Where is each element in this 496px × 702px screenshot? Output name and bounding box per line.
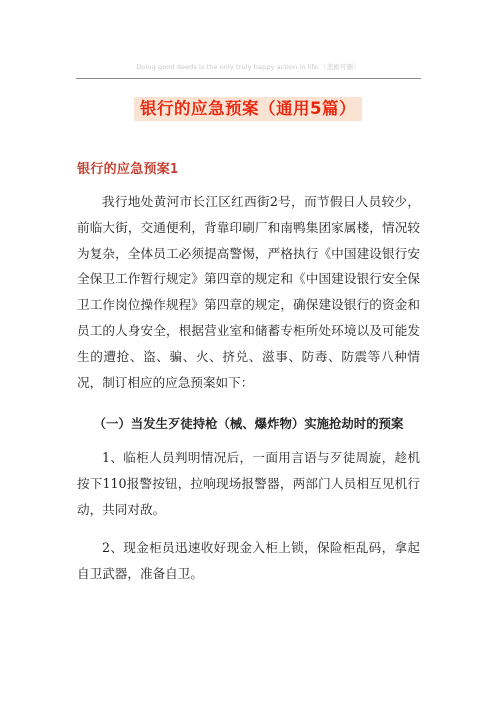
- section-heading: 银行的应急预案1: [77, 162, 179, 177]
- header-motto: Doing good deeds is the only truly happy action in life.（悲剧可删）: [136, 63, 360, 71]
- header-divider: [76, 78, 421, 79]
- intro-paragraph: 我行地处黄河市长江区红西街2号，而节假日人员较少，前临大街，交通便利，背靠印刷厂和南鸭集团家属楼，情况较为复杂，全体员工必须提高警惕，严格执行《中国建设银行安全保卫工作暂行规定》第四章的规定和《中国建设银行安全保卫工作岗位操作规程》第四章的规定，确保建设银行的资金和员工的人身安全，根据营业室和储蓄专柜所处环境以及可能发生的遭抢、盗、骗、火、挤兑、滋事、防毒、防震等八种情况，制订相应的应急预案如下：: [77, 194, 420, 390]
- paragraph-item-1: 1、临柜人员判明情况后，一面用言语与歹徒周旋，趁机按下110报警按钮，拉响现场报警器，两部门人员相互见机行动，共同对敌。: [77, 450, 420, 517]
- title-container: [0, 97, 496, 121]
- subsection-heading: （一）当发生歹徒持枪（械、爆炸物）实施抢劫时的预案: [93, 416, 404, 431]
- document-title: 银行的应急预案（通用5篇）: [134, 97, 362, 121]
- paragraph-item-2: 2、现金柜员迅速收好现金入柜上锁，保险柜乱码，拿起自卫武器，准备自卫。: [77, 540, 420, 581]
